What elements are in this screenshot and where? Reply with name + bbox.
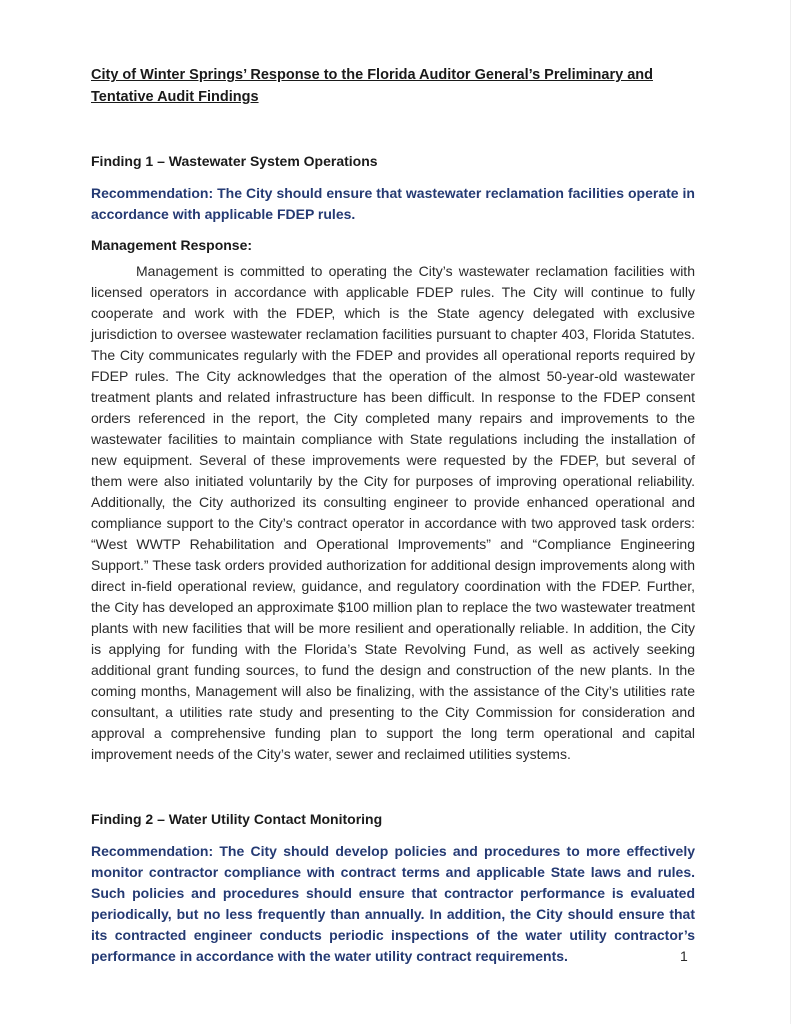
finding-2-recommendation: Recommendation: The City should develop policies and procedures to more effectively monitor contractor compliance with contract terms and applicable State laws and rules. Such policies and procedures should ensure that contractor performance is evaluated periodically, but no less frequently than annually. In addition, the City should ensure that its contracted engineer conducts periodic inspections of the water utility contractor’s performance in accordance with the water utility contract requirements. xyxy=(91,843,695,964)
finding-1-recommendation: Recommendation: The City should ensure that wastewater reclamation facilities operate in accordance with applicable FDEP rules. xyxy=(91,185,695,222)
finding-1-management-response: Management is committed to operating the City’s wastewater reclamation facilities with licensed operators in accordance with applicable FDEP rules. The City will continue to fully cooperate and work with the FDEP, which is the State agency delegated with exclusive jurisdiction to oversee wastewater reclamation facilities pursuant to chapter 403, Florida Statutes. The City communicates regularly with the FDEP and provides all operational reports required by FDEP rules. The City acknowledges that the operation of the almost 50-year-old wastewater treatment plants and related infrastructure has been difficult. In response to the FDEP consent orders referenced in the report, the City completed many repairs and improvements to the wastewater facilities to maintain compliance with State regulations including the installation of new equipment. Several of these improvements were requested by the FDEP, but several of them were also initiated voluntarily by the City for purposes of improving operational reliability. Additionally, the City authorized its consulting engineer to provide enhanced operational and compliance support to the City’s contract operator in accordance with two approved task orders: “West WWTP Rehabilitation and Operational Improvements” and “Compliance Engineering Support.” These task orders provided authorization for additional design improvements along with direct in-field operational review, guidance, and regulatory coordination with the FDEP. Further, the City has developed an approximate $100 million plan to replace the two wastewater treatment plants with new facilities that will be more resilient and operationally reliable. In addition, the City is applying for funding with the Florida’s State Revolving Fund, as well as actively seeking additional grant funding sources, to fund the design and construction of the new plants. In the coming months, Management will also be finalizing, with the assistance of the City’s utilities rate consultant, a utilities rate study and presenting to the City Commission for consideration and approval a comprehensive funding plan to support the long term operational and capital improvement needs of the City’s water, sewer and reclaimed utilities systems. xyxy=(91,263,695,762)
finding-1-heading: Finding 1 – Wastewater System Operations xyxy=(91,153,378,169)
page-number: 1 xyxy=(680,948,688,964)
page-content xyxy=(91,64,695,967)
document-title: City of Winter Springs’ Response to the Florida Auditor General’s Preliminary and Tentative Audit Findings xyxy=(91,67,653,105)
finding-2-heading: Finding 2 – Water Utility Contact Monitoring xyxy=(91,811,383,827)
finding-1-management-heading: Management Response: xyxy=(91,237,253,253)
